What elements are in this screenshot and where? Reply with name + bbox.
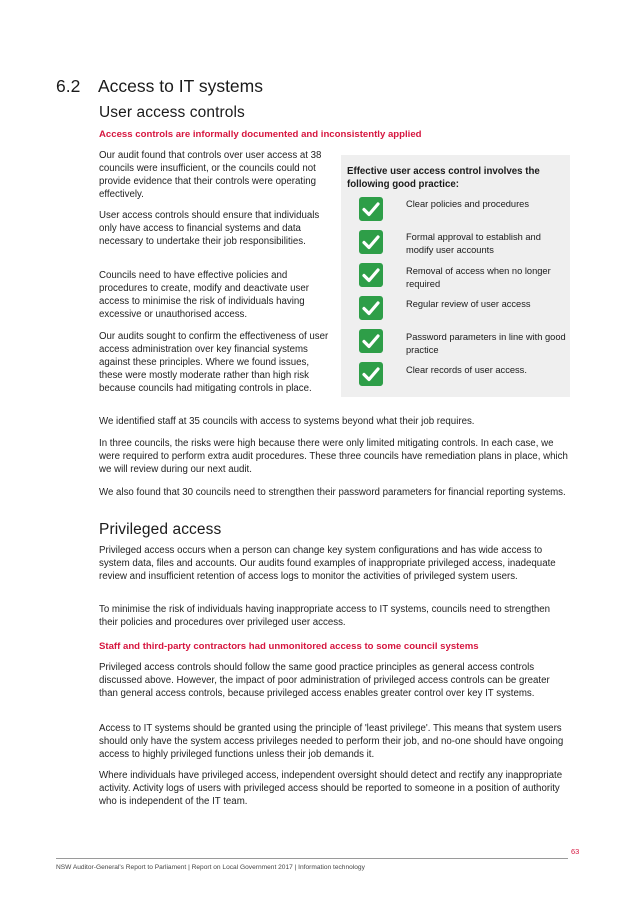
callout-item: Removal of access when no longer required [406,266,551,289]
paragraph: Our audit found that controls over user access at 38 councils were insufficient, or the councils could not provide evidence that their controls were operating effectively. [99,150,322,200]
callout-title: Effective user access control involves the following good practice: [347,166,540,190]
paragraph: Access to IT systems should be granted using the principle of 'least privilege'. This means that system users should only have the system access privileges needed to perform their job, and no-one should have ongoing access to highly privileged functions unless their job demands it. [99,723,564,760]
paragraph: To minimise the risk of individuals having inappropriate access to IT systems, councils need to strengthen their policies and procedures over privileged user access. [99,604,551,628]
footer-text: NSW Auditor-General's Report to Parliament | Report on Local Government 2017 | Information technology [56,864,365,871]
callout-item: Clear records of user access. [406,365,527,375]
paragraph: In three councils, the risks were high because there were only limited mitigating controls. In each case, we were required to perform extra audit procedures. These three councils have remediation plans in place, which we will review during our next audit. [99,438,568,475]
callout-item: Password parameters in line with good practice [406,332,566,355]
section-heading [56,76,263,97]
paragraph: Privileged access occurs when a person can change key system configurations and has wide access to system data, files and accounts. Our audits found examples of inappropriate privileged access, inadequate review and insufficient retention of access logs to monitor the activities of privileged system users. [99,545,556,582]
check-icon [359,362,383,386]
paragraph: Privileged access controls should follow the same good practice principles as general access controls discussed above. However, the impact of poor administration of privileged access controls can be greater than general access controls, because privileged access enables greater control over key IT systems. [99,662,550,699]
section-number: 6.2 [56,76,81,96]
page-number: 63 [571,847,580,856]
good-practice-callout [341,155,570,397]
user-access-subheading: Access controls are informally documented and inconsistently applied [99,129,422,140]
paragraph: Councils need to have effective policies and procedures to create, modify and deactivate user access to minimise the risk of individuals having excessive or unauthorised access. [99,270,310,320]
check-icon [359,230,383,254]
paragraph: Where individuals have privileged access, independent oversight should detect and rectify any inappropriate activity. Activity logs of users with privileged access should be reported to someone in a position of authority who is independent of the IT team. [99,770,563,807]
callout-item: Formal approval to establish and modify user accounts [406,232,541,255]
paragraph: User access controls should ensure that individuals only have access to financial systems and data necessary to undertake their job responsibilities. [99,210,320,247]
check-icon [359,296,383,320]
callout-item: Regular review of user access [406,299,531,309]
check-icon [359,329,383,353]
check-icon [359,263,383,287]
paragraph: We identified staff at 35 councils with access to systems beyond what their job requires. [99,416,475,427]
user-access-heading: User access controls [99,104,245,121]
check-icon [359,197,383,221]
footer-divider [56,858,568,859]
section-title: Access to IT systems [98,76,263,96]
paragraph: Our audits sought to confirm the effectiveness of user access administration over key financial systems against these principles. Where we found issues, these were mostly moderate rather than high risk because councils had mitigating controls in place. [99,331,329,394]
privileged-access-heading: Privileged access [99,521,222,538]
callout-item: Clear policies and procedures [406,199,529,209]
privileged-subheading: Staff and third-party contractors had unmonitored access to some council systems [99,641,479,652]
paragraph: We also found that 30 councils need to strengthen their password parameters for financial reporting systems. [99,487,566,498]
